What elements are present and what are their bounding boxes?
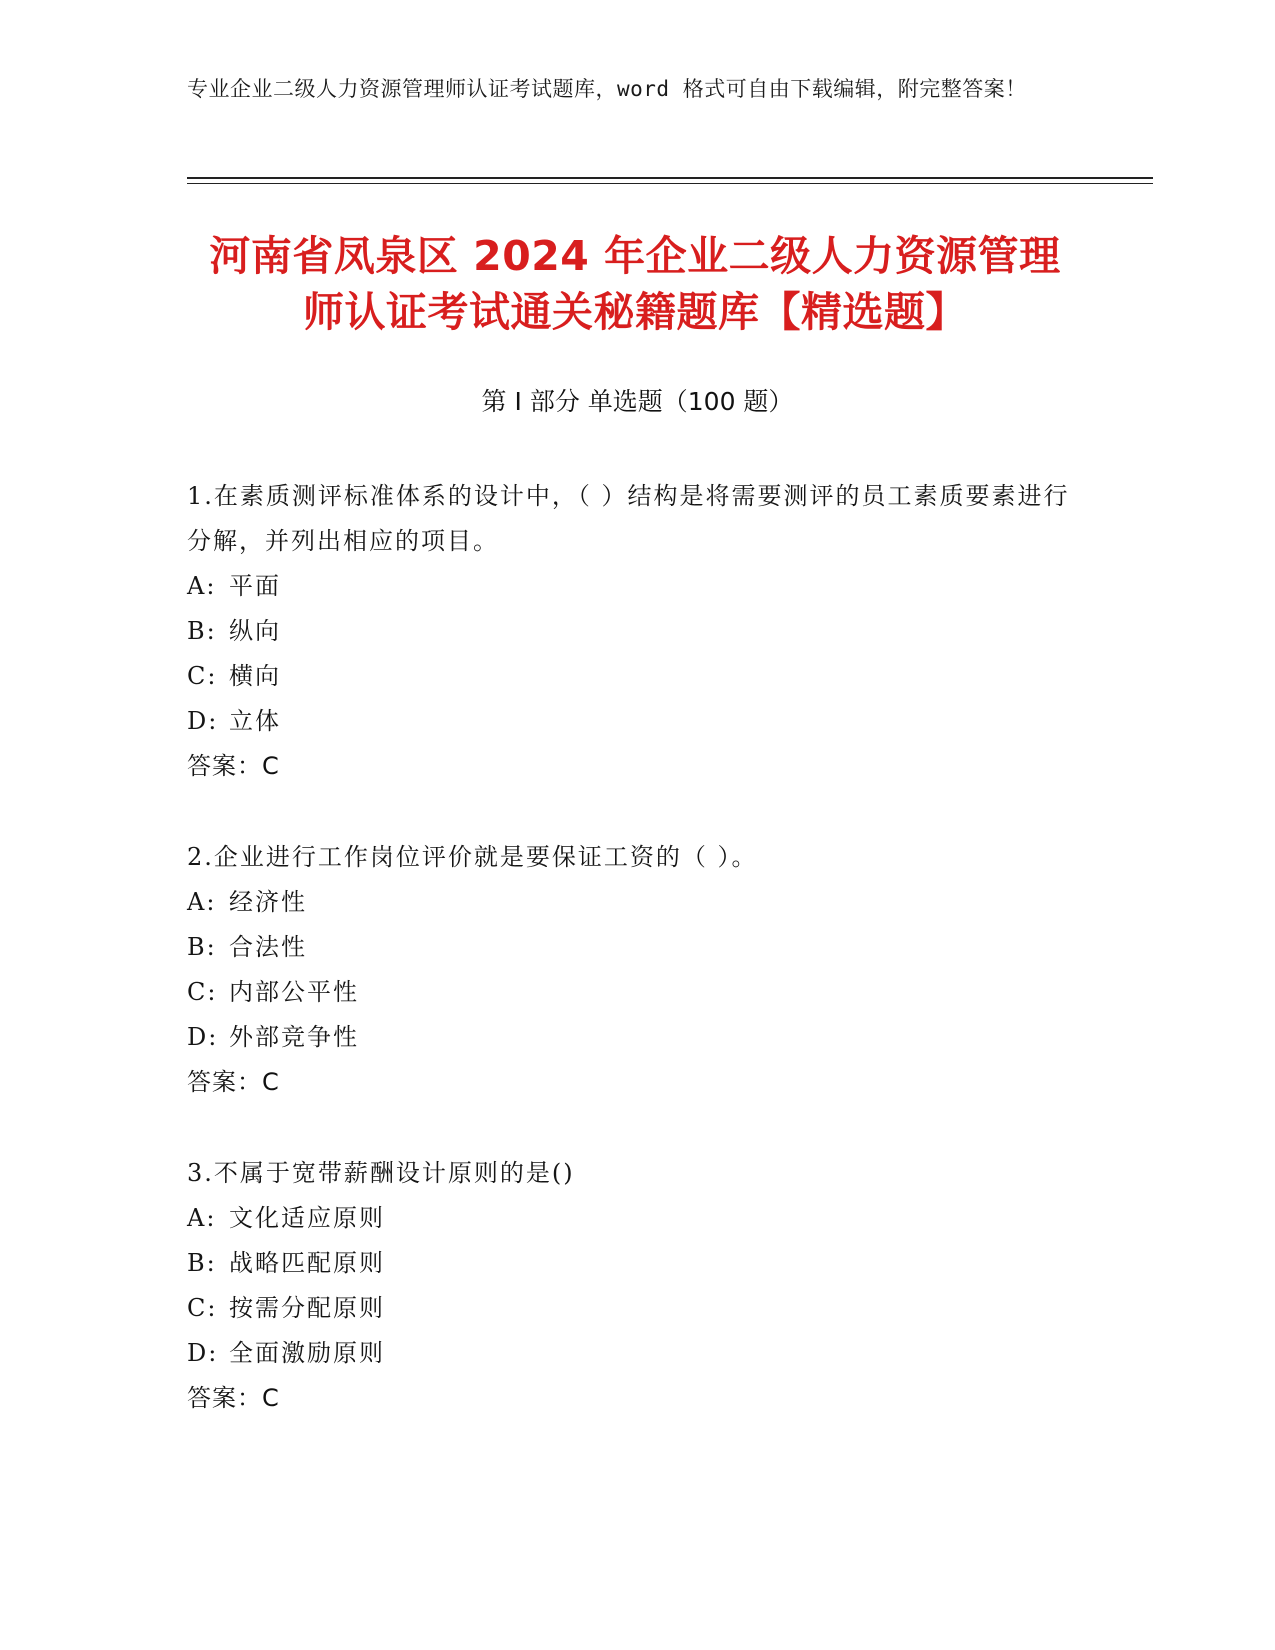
header-note: 专业企业二级人力资源管理师认证考试题库，word 格式可自由下载编辑，附完整答案！: [187, 77, 1027, 101]
option-d: [187, 1331, 1087, 1376]
option-a: [187, 564, 1087, 609]
option-text: 文化适应原则: [229, 1204, 385, 1232]
document-title: [150, 228, 1120, 340]
document-title-line-2: 师认证考试通关秘籍题库【精选题】: [303, 288, 967, 336]
option-letter: C:: [187, 978, 218, 1006]
question-text: 2.企业进行工作岗位评价就是要保证工资的（ ）。: [187, 843, 758, 871]
option-a: [187, 880, 1087, 925]
option-text: 外部竞争性: [229, 1023, 359, 1051]
option-b: [187, 925, 1087, 970]
option-a: [187, 1196, 1087, 1241]
option-text: 合法性: [229, 933, 307, 961]
option-text: 内部公平性: [229, 978, 359, 1006]
option-b: [187, 609, 1087, 654]
question-1: [187, 474, 1087, 789]
option-text: 全面激励原则: [229, 1339, 385, 1367]
answer-line: 答案：C: [187, 752, 280, 780]
option-text: 按需分配原则: [229, 1294, 385, 1322]
option-letter: C:: [187, 1294, 218, 1322]
header-divider-thick: [187, 177, 1153, 179]
question-text: 3.不属于宽带薪酬设计原则的是(): [187, 1159, 575, 1187]
option-letter: D:: [187, 707, 219, 735]
option-text: 纵向: [229, 617, 281, 645]
question-3: [187, 1151, 1087, 1421]
header-divider-thin: [187, 183, 1153, 184]
option-letter: B:: [187, 617, 217, 645]
option-letter: D:: [187, 1339, 219, 1367]
option-letter: A:: [187, 1204, 217, 1232]
option-letter: B:: [187, 1249, 217, 1277]
option-text: 平面: [229, 572, 281, 600]
option-text: 立体: [229, 707, 281, 735]
option-c: [187, 970, 1087, 1015]
document-title-line-1: 河南省凤泉区 2024 年企业二级人力资源管理: [209, 232, 1061, 280]
option-text: 横向: [229, 662, 281, 690]
option-c: [187, 654, 1087, 699]
answer-line: 答案：C: [187, 1068, 280, 1096]
question-2: [187, 835, 1087, 1105]
option-letter: D:: [187, 1023, 219, 1051]
option-letter: A:: [187, 572, 217, 600]
option-b: [187, 1241, 1087, 1286]
option-letter: B:: [187, 933, 217, 961]
option-d: [187, 1015, 1087, 1060]
question-text: 1.在素质测评标准体系的设计中，（ ）结构是将需要测评的员工素质要素进行分解，并列出相应的项目。: [187, 482, 1070, 555]
section-heading: 第 I 部分 单选题（100 题）: [481, 387, 794, 416]
option-text: 经济性: [229, 888, 307, 916]
option-letter: A:: [187, 888, 217, 916]
option-letter: C:: [187, 662, 218, 690]
option-c: [187, 1286, 1087, 1331]
option-text: 战略匹配原则: [229, 1249, 385, 1277]
question-list: [187, 474, 1087, 1467]
answer-line: 答案：C: [187, 1384, 280, 1412]
option-d: [187, 699, 1087, 744]
